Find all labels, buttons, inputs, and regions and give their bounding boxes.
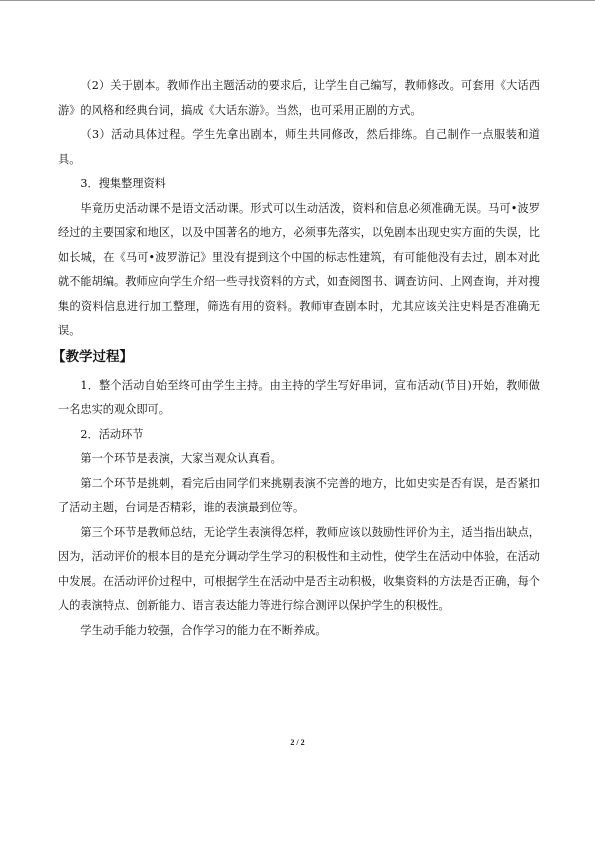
paragraph: （3）活动具体过程。学生先拿出剧本，师生共同修改，然后排练。自己制作一点服装和道具。	[58, 128, 540, 166]
paragraph: 2．活动环节	[80, 427, 144, 441]
paragraph: 学生动手能力较强，合作学习的能力在不断养成。	[80, 623, 327, 637]
paragraph: 1．整个活动自始至终可由学生主持。由主持的学生写好串词，宣布活动(节目)开始，教师做一名忠实的观众即可。	[58, 378, 540, 416]
paragraph: 第二个环节是挑刺，看完后由同学们来挑剔表演不完善的地方，比如史实是否有误，是否紧扣了活动主题，台词是否精彩，谁的表演最到位等。	[58, 476, 540, 514]
paragraph: 3．搜集整理资料	[80, 177, 166, 190]
paragraph: （2）关于剧本。教师作出主题活动的要求后，让学生自己编写，教师修改。可套用《大话西游》的风格和经典台词，搞成《大话东游》。当然，也可采用正剧的方式。	[58, 79, 540, 117]
paragraph: 第三个环节是教师总结，无论学生表演得怎样，教师应该以鼓励性评价为主，适当指出缺点，因为，活动评价的根本目的是充分调动学生学习的积极性和主动性，使学生在活动中体验，在活动中发展。在活动评价过程中，可根据学生在活动中是否主动积极，收集资料的方法是否正确，每个人的表演特点、创新能力、语言表达能力等进行综合测评以保护学生的积极性。	[58, 525, 540, 612]
paragraph: 第一个环节是表演，大家当观众认真看。	[80, 452, 282, 465]
paragraph: 毕竟历史活动课不是语文活动课。形式可以生动活泼，资料和信息必须准确无误。马可•波罗经过的主要国家和地区，以及中国著名的地方，必须事先落实，以免剧本出现史实方面的失误，比如长城，在《马可•波罗游记》里没有提到这个中国的标志性建筑，有可能他没有去过，剧本对此就不能胡编。教师应向学生介绍一些寻找资料的方式，如查阅图书、调查访问、上网查询，并对搜集的资料信息进行加工整理，筛选有用的资料。教师审查剧本时，尤其应该关注史料是否准确无误。	[58, 201, 540, 337]
page-number: 2 / 2	[290, 738, 305, 747]
header-rule	[0, 0, 595, 1]
section-heading: 【教学过程】	[52, 348, 133, 365]
document-body	[52, 74, 540, 643]
